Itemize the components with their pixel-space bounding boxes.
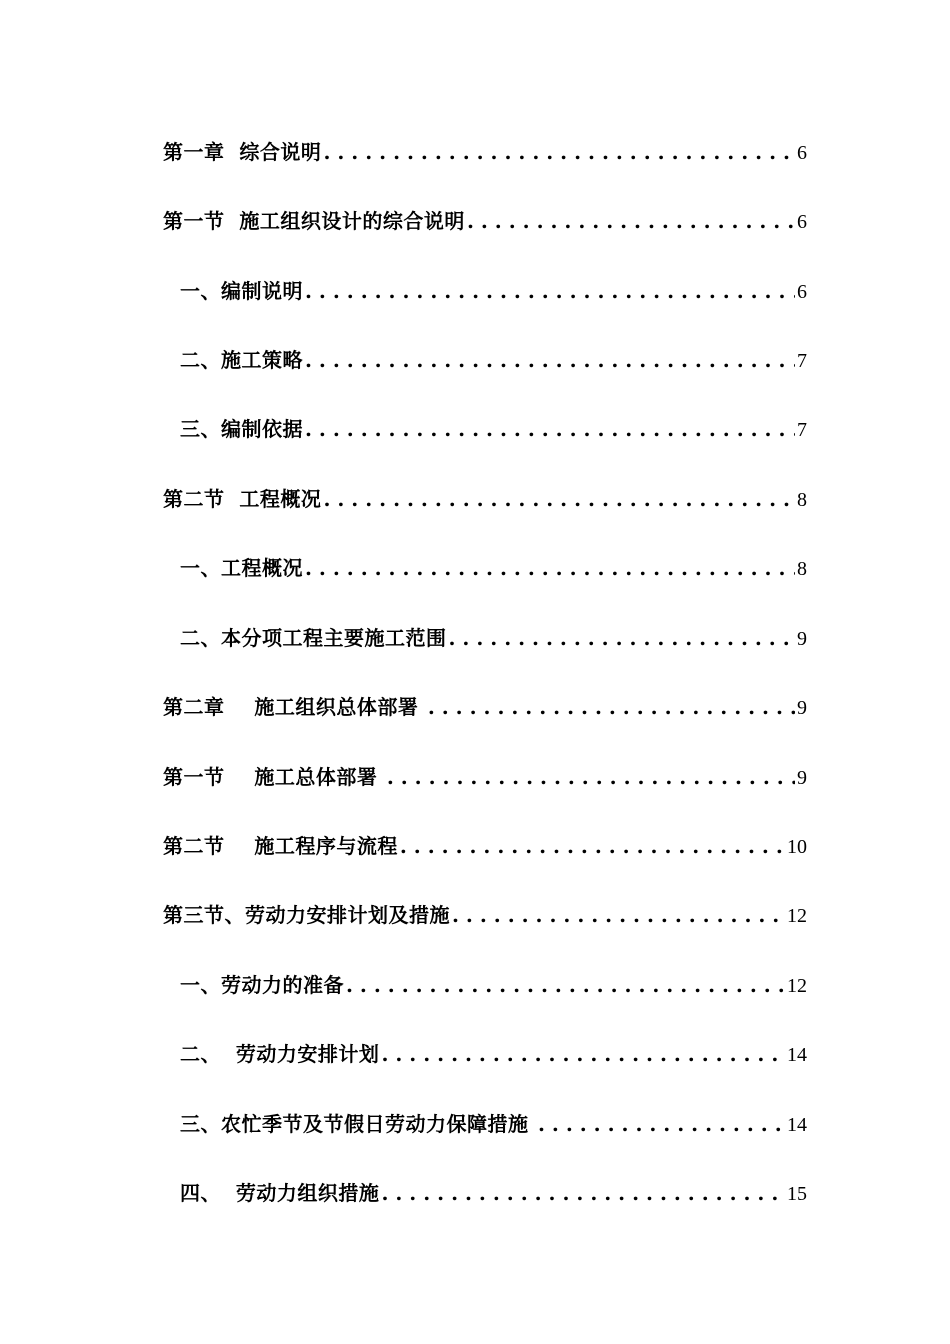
toc-entry-chapter-1[interactable] — [163, 136, 807, 168]
toc-entry-item-9[interactable] — [180, 1177, 807, 1209]
toc-entry-item-1[interactable] — [180, 275, 807, 307]
toc-dot-leader — [346, 969, 785, 1001]
toc-dot-leader — [400, 830, 785, 862]
toc-page-number: 15 — [787, 1183, 807, 1205]
toc-entry-title: 第二节 施工程序与流程 — [163, 834, 398, 858]
toc-page-number: 6 — [797, 281, 807, 303]
toc-entry-title: 第一节 施工总体部署 — [163, 765, 385, 789]
toc-entry-title: 一、工程概况 — [180, 556, 303, 580]
toc-entry-item-3[interactable] — [180, 413, 807, 445]
toc-entry-section-1-2[interactable] — [163, 483, 807, 515]
toc-entry-title: 第一节 施工组织设计的综合说明 — [163, 209, 465, 233]
toc-dot-leader — [467, 205, 795, 237]
toc-entry-section-2-3[interactable] — [163, 899, 807, 931]
toc-dot-leader — [305, 344, 795, 376]
toc-page-number: 6 — [797, 211, 807, 233]
toc-entry-title: 二、施工策略 — [180, 348, 303, 372]
toc-dot-leader — [305, 552, 795, 584]
toc-dot-leader — [428, 691, 795, 723]
toc-dot-leader — [449, 622, 796, 654]
toc-dot-leader — [323, 483, 795, 515]
toc-page-number: 14 — [787, 1044, 807, 1066]
toc-dot-leader — [305, 413, 795, 445]
toc-entry-section-1-1[interactable] — [163, 205, 807, 237]
toc-dot-leader — [387, 761, 795, 793]
toc-entry-chapter-2[interactable] — [163, 691, 807, 723]
toc-entry-title: 一、劳动力的准备 — [180, 973, 344, 997]
toc-entry-title: 二、本分项工程主要施工范围 — [180, 626, 447, 650]
toc-entry-section-2-1[interactable] — [163, 761, 807, 793]
toc-page-number: 12 — [787, 905, 807, 927]
toc-entry-item-7[interactable] — [180, 1038, 807, 1070]
toc-entry-item-6[interactable] — [180, 969, 807, 1001]
toc-dot-leader — [323, 136, 795, 168]
toc-page-number: 8 — [797, 489, 807, 511]
toc-dot-leader — [305, 275, 795, 307]
toc-entry-title: 一、编制说明 — [180, 279, 303, 303]
toc-entry-item-2[interactable] — [180, 344, 807, 376]
toc-page-number: 9 — [797, 767, 807, 789]
toc-entry-item-8[interactable] — [180, 1108, 807, 1140]
toc-entry-item-5[interactable] — [180, 622, 807, 654]
toc-entry-title: 三、编制依据 — [180, 417, 303, 441]
toc-page-number: 10 — [787, 836, 807, 858]
toc-entry-title: 第二章 施工组织总体部署 — [163, 695, 426, 719]
toc-entry-title: 第二节 工程概况 — [163, 487, 322, 511]
toc-entry-section-2-2[interactable] — [163, 830, 807, 862]
toc-dot-leader — [538, 1108, 785, 1140]
toc-dot-leader — [381, 1038, 785, 1070]
toc-page-number: 7 — [797, 350, 807, 372]
toc-entry-title: 第三节、劳动力安排计划及措施 — [163, 903, 450, 927]
toc-entry-item-4[interactable] — [180, 552, 807, 584]
toc-entry-title: 三、农忙季节及节假日劳动力保障措施 — [180, 1112, 536, 1136]
toc-page-number: 8 — [797, 558, 807, 580]
toc-entry-title: 第一章 综合说明 — [163, 140, 322, 164]
toc-page-number: 9 — [797, 697, 807, 719]
toc-page-number: 12 — [787, 975, 807, 997]
toc-page-number: 14 — [787, 1114, 807, 1136]
toc-dot-leader — [452, 899, 785, 931]
toc-entry-title: 四、 劳动力组织措施 — [180, 1181, 380, 1205]
toc-page-number: 9 — [797, 628, 807, 650]
toc-page-number: 6 — [797, 142, 807, 164]
toc-dot-leader — [381, 1177, 785, 1209]
toc-page-number: 7 — [797, 419, 807, 441]
toc-entry-title: 二、 劳动力安排计划 — [180, 1042, 380, 1066]
